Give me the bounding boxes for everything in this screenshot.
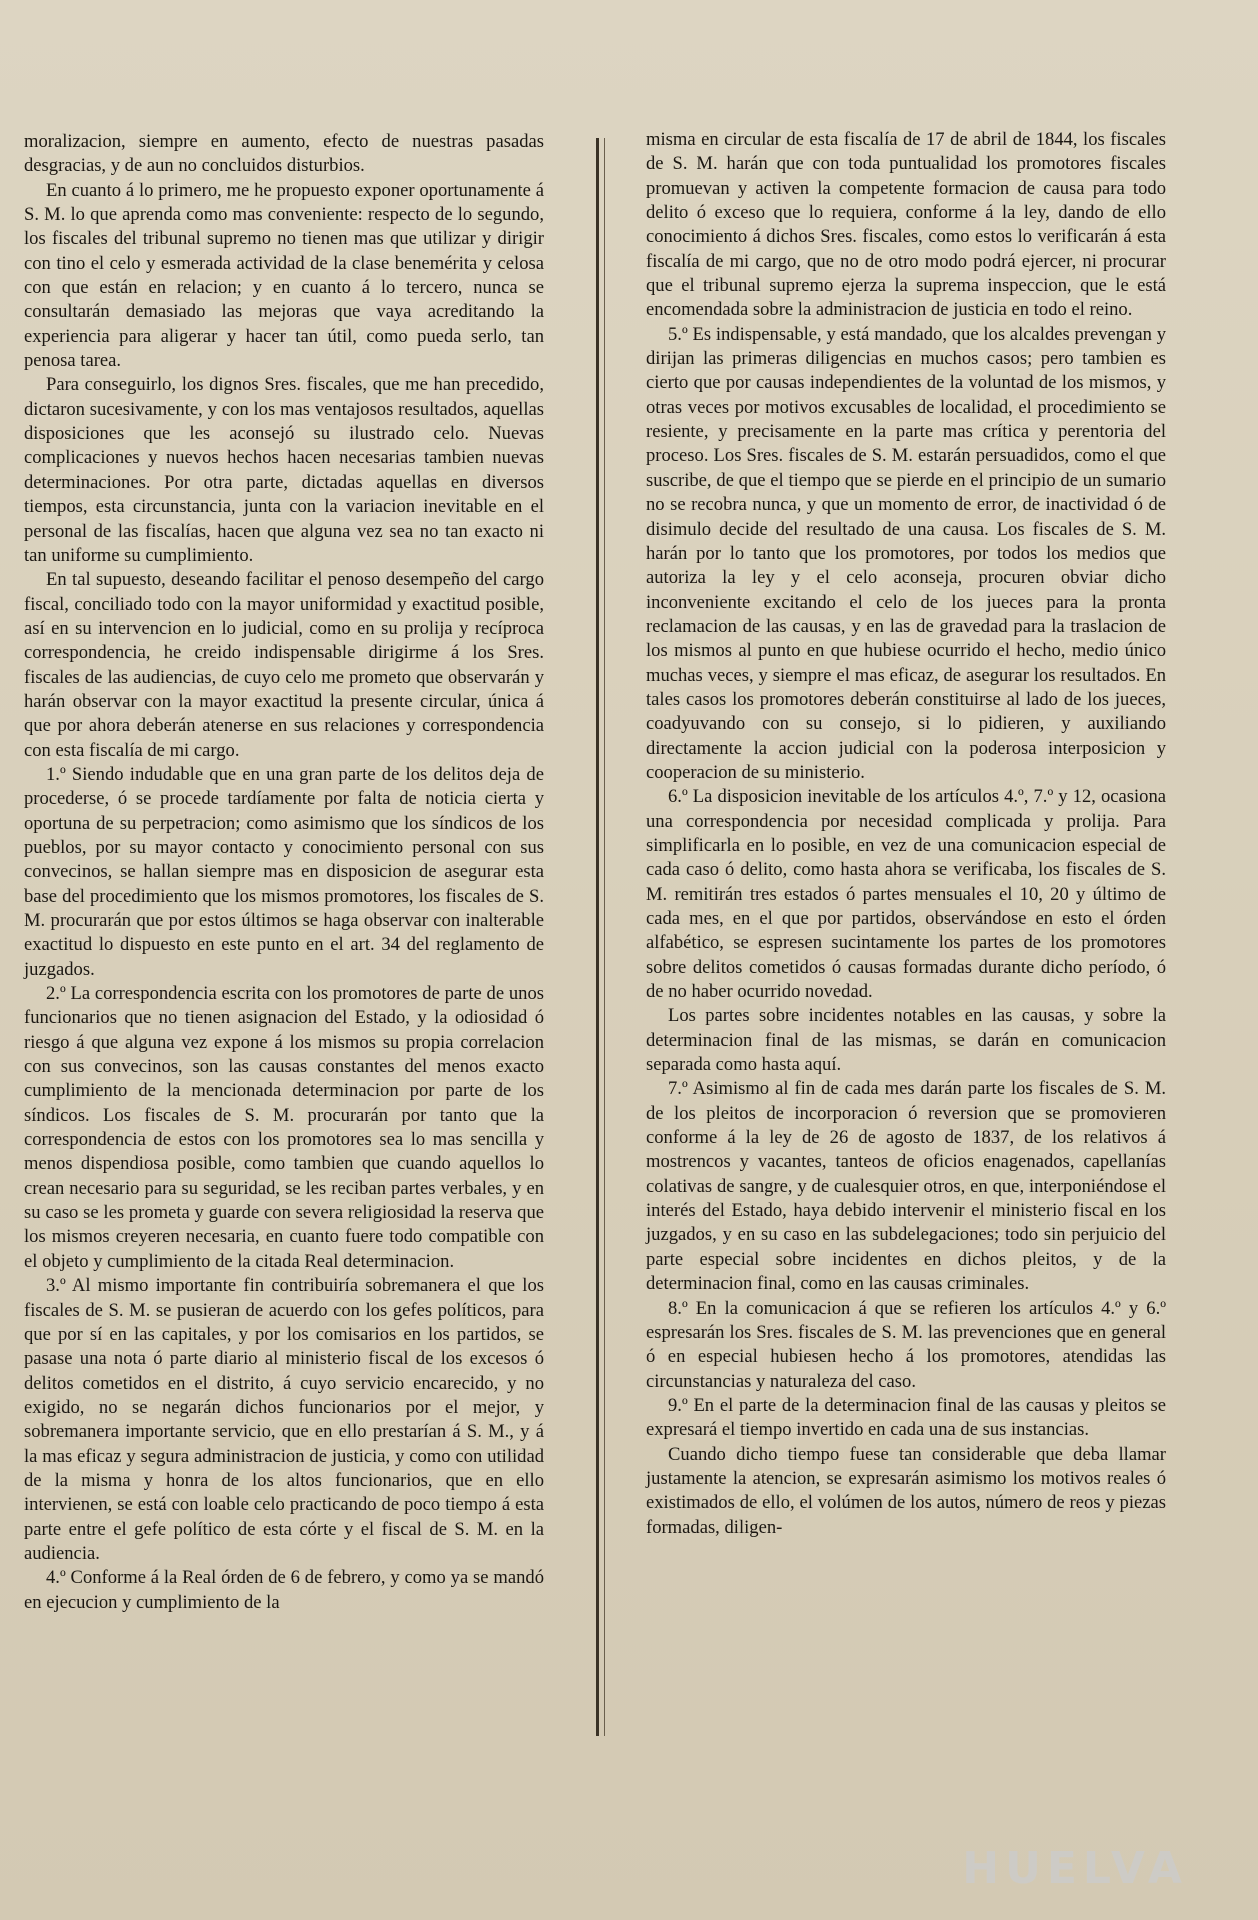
paragraph: misma en circular de esta fiscalía de 17 de abril de 1844, los fiscales de S. M. harán que con toda puntualidad los promotores fiscales promuevan y activen la competente formacion de causa para todo delito ó exceso que lo requiera, conforme á la ley, dando de ello conocimiento á dichos Sres. fiscales, como estos lo verificarán á esta fiscalía de mi cargo, que no de otro modo podrá ejercer, ni procurar que el tribunal supremo ejerza la suprema inspeccion, que le está encomendada sobre la administracion de justicia en todo el reino. bbox=[646, 129, 1166, 321]
paragraph: Cuando dicho tiempo fuese tan considerable que deba llamar justamente la atencion, se expresarán asimismo los motivos reales ó existimados de ello, el volúmen de los autos, número de reos y piezas formadas, diligen- bbox=[646, 1443, 1166, 1538]
right-column bbox=[646, 128, 1166, 1540]
paragraph: Los partes sobre incidentes notables en las causas, y sobre la determinacion final de las mismas, se darán en comunicacion separada como hasta aquí. bbox=[646, 1005, 1166, 1076]
paragraph: 1.º Siendo indudable que en una gran parte de los delitos deja de procederse, ó se procede tardíamente por falta de noticia cierta y oportuna de su perpetracion; como asimismo que los síndicos de los pueblos, por su mayor contacto y conocimiento personal con sus convecinos, se hallan siempre mas en disposicion de asegurar esta base del procedimiento que los mismos promotores, los fiscales de S. M. procurarán que por estos últimos se haga observar con inalterable exactitud lo dispuesto en este punto en el art. 34 del reglamento de juzgados. bbox=[24, 763, 544, 980]
paragraph: 2.º La correspondencia escrita con los promotores de parte de unos funcionarios que no tienen asignacion del Estado, y la odiosidad ó riesgo á que alguna vez expone á los mismos su propia correlacion con sus convecinos, son las causas constantes del menos exacto cumplimiento de la mencionada determinacion por parte de los síndicos. Los fiscales de S. M. procurarán por tanto que la correspondencia de estos con los promotores sea lo mas sencilla y menos dispendiosa posible, como tambien que cuando aquellos lo crean necesario para su seguridad, se les reciban partes verbales, y en su caso se les prometa y guarde con severa religiosidad la reserva que los mismos creyeren necesaria, en cuanto fuere todo compatible con el objeto y cumplimiento de la citada Real determinacion. bbox=[24, 983, 544, 1272]
paragraph: 5.º Es indispensable, y está mandado, que los alcaldes prevengan y dirijan las primeras diligencias en muchos casos; pero tambien es cierto que por causas independientes de la voluntad de los mismos, y otras veces por motivos excusables de localidad, el procedimiento se resiente, y precisamente en la parte mas crítica y perentoria del proceso. Los Sres. fiscales de S. M. estarán persuadidos, como el que suscribe, de que el tiempo que se pierde en el principio de un sumario no se recobra nunca, y que un momento de error, de inactividad ó de disimulo decide del resultado de una causa. Los fiscales de S. M. harán por lo tanto que los promotores, por todos los medios que autoriza la ley y el celo aconseja, procuren obviar dicho inconveniente excitando el celo de los jueces para la pronta reclamacion de las causas, y en las de gravedad para la traslacion de los mismos al punto en que hubiese ocurrido el hecho, medio único muchas veces, y siempre el mas eficaz, de asegurar los resultados. En tales casos los promotores deberán constituirse al lado de los jueces, coadyuvando con su consejo, si lo pidieren, y auxiliando directamente la accion judicial con la poderosa interposicion y cooperacion de su ministerio. bbox=[646, 323, 1166, 783]
paragraph: moralizacion, siempre en aumento, efecto de nuestras pasadas desgracias, y de aun no concluidos disturbios. bbox=[24, 131, 544, 177]
paragraph: 8.º En la comunicacion á que se refieren los artículos 4.º y 6.º espresarán los Sres. fiscales de S. M. las prevenciones que en general ó en especial hubiesen hecho á los promotores, atendidas las circunstancias y naturaleza del caso. bbox=[646, 1297, 1166, 1392]
huelva-watermark: HUELVA bbox=[962, 1843, 1188, 1894]
paragraph: 4.º Conforme á la Real órden de 6 de febrero, y como ya se mandó en ejecucion y cumplimiento de la bbox=[24, 1567, 544, 1613]
column-divider bbox=[596, 138, 599, 1736]
paragraph: En cuanto á lo primero, me he propuesto exponer oportunamente á S. M. lo que aprenda como mas conveniente: respecto de lo segundo, los fiscales del tribunal supremo no tienen mas que utilizar y dirigir con tino el celo y esmerada actividad de la clase benemérita y celosa con que están en relacion; y en cuanto á lo tercero, nunca se consultarán demasiado las mejoras que vaya acreditando la experiencia para aligerar y hacer tan útil, como pueda serlo, tan penosa tarea. bbox=[24, 179, 544, 372]
paragraph: 6.º La disposicion inevitable de los artículos 4.º, 7.º y 12, ocasiona una correspondencia por necesidad complicada y prolija. Para simplificarla en lo posible, en vez de una comunicacion especial de cada caso ó delito, como hasta ahora se verificaba, los fiscales de S. M. remitirán tres estados ó partes mensuales el 10, 20 y último de cada mes, en el que por partidos, observándose en esto el órden alfabético, se espresen sucintamente los partes de los promotores sobre delitos cometidos ó causas formadas durante dicho período, ó de no haber ocurrido novedad. bbox=[646, 786, 1166, 1003]
column-divider-thin bbox=[604, 138, 605, 1736]
paragraph: 3.º Al mismo importante fin contribuiría sobremanera el que los fiscales de S. M. se pusieran de acuerdo con los gefes políticos, para que por sí en las capitales, y por los comisarios en los partidos, se pasase una nota ó parte diario al ministerio fiscal de los excesos ó delitos cometidos en el distrito, á cuyo servicio encarecido, y no exigido, no se negarán dichos funcionarios por el mejor, y sobremanera importante servicio, que en ello prestarían á S. M., y á la mas eficaz y segura administracion de justicia, y como con utilidad de la misma y honra de los altos funcionarios, que en ello intervienen, se está con loable celo practicando de poco tiempo á esta parte entre el gefe político de esta córte y el fiscal de S. M. en la audiencia. bbox=[24, 1275, 544, 1564]
paragraph: Para conseguirlo, los dignos Sres. fiscales, que me han precedido, dictaron sucesivamente, y con los mas ventajosos resultados, aquellas disposiciones que les aconsejó su ilustrado celo. Nuevas complicaciones y nuevos hechos hacen necesarias tambien nuevas determinaciones. Por otra parte, dictadas aquellas en diversos tiempos, esta circunstancia, junta con la variacion inevitable en el personal de las fiscalías, hacen que alguna vez sea no tan exacto ni tan uniforme su cumplimiento. bbox=[24, 374, 544, 566]
paragraph: 9.º En el parte de la determinacion final de las causas y pleitos se expresará el tiempo invertido en cada una de sus instancias. bbox=[646, 1394, 1166, 1441]
paragraph: 7.º Asimismo al fin de cada mes darán parte los fiscales de S. M. de los pleitos de incorporacion ó reversion que se promovieren conforme á la ley de 26 de agosto de 1837, de los relativos á mostrencos y vacantes, tanteos de oficios enagenados, capellanías colativas de sangre, y de cualesquier otros, en que, interponiéndose el interés del Estado, haya debido intervenir el ministerio fiscal en los juzgados, y en su caso en las subdelegaciones; todo sin perjuicio del parte especial sobre incidentes en dichos pleitos, y de la determinacion final, como en las causas criminales. bbox=[646, 1078, 1166, 1295]
left-column bbox=[24, 130, 544, 1615]
paragraph: En tal supuesto, deseando facilitar el penoso desempeño del cargo fiscal, conciliado todo con la mayor uniformidad y exactitud posible, así en su intervencion en lo judicial, como en su prolija y recíproca correspondencia, he creido indispensable dirigirme á los Sres. fiscales de las audiencias, de cuyo celo me prometo que observarán y harán observar con la mayor exactitud la presente circular, única á que por ahora deberán atenerse en sus relaciones y correspondencia con esta fiscalía de mi cargo. bbox=[24, 569, 544, 761]
